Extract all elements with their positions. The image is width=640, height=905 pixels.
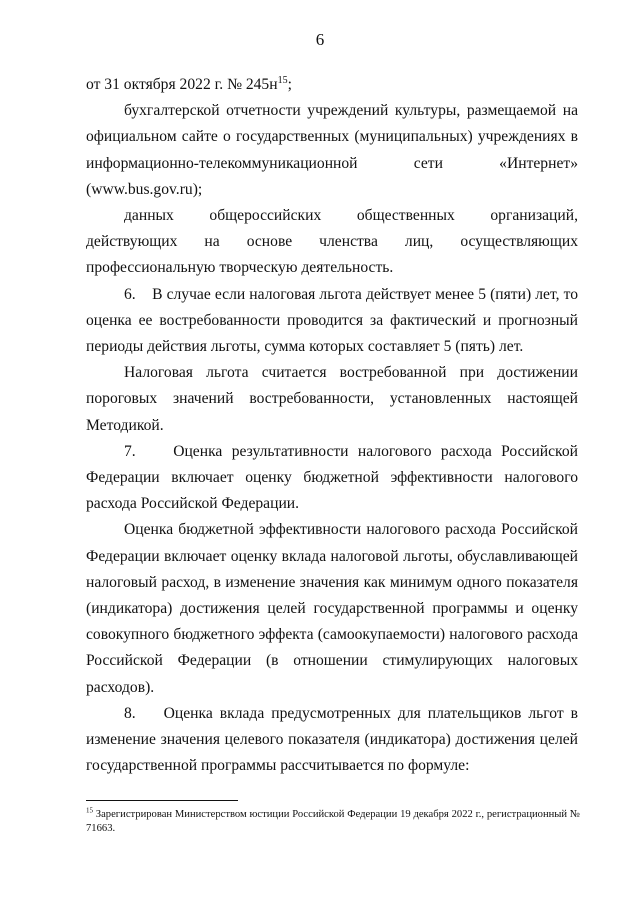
paragraph-item-8: 8. Оценка вклада предусмотренных для плательщиков льгот в изменение значения целевого показателя (индикатора) достижения целей государственной программы рассчитывается по формуле: <box>86 704 578 775</box>
paragraph-culture-reporting: бухгалтерской отчетности учреждений культуры, размещаемой на официальном сайте о государственных (муниципальных) учреждениях в информационно-телекоммуникационной сети «Интернет» (www.bus.gov.ru); <box>86 102 578 198</box>
paragraph-demand-threshold: Налоговая льгота считается востребованной при достижении пороговых значений востребованности, установленных настоящей Методикой. <box>86 364 578 434</box>
footnote <box>86 808 580 836</box>
footnote-text: Зарегистрирован Министерством юстиции Российской Федерации 19 декабря 2022 г., регистрационный № 71663. <box>86 809 580 834</box>
footnote-marker: 15 <box>277 74 288 86</box>
footnote-number: 15 <box>86 806 93 815</box>
paragraph-order-reference <box>86 72 578 98</box>
document-body <box>86 72 578 779</box>
paragraph-public-organizations: данных общероссийских общественных организаций, действующих на основе членства лиц, осуществляющих профессиональную творческую деятельность. <box>86 207 578 277</box>
paragraph-item-7: 7. Оценка результативности налогового расхода Российской Федерации включает оценку бюджетной эффективности налогового расхода Российской Федерации. <box>86 442 578 513</box>
paragraph-text: от 31 октября 2022 г. № 245н <box>86 76 278 93</box>
paragraph-tail: ; <box>287 76 292 93</box>
paragraph-budget-efficiency: Оценка бюджетной эффективности налогового расхода Российской Федерации включает оценку вклада налоговой льготы, обуславливающей налоговый расход, в изменение значения как минимум одного показателя (индикатора) достижения целей государственной программы и оценку совокупного бюджетного эффекта (самоокупаемости) налогового расхода Российской Федерации (в отношении стимулирующих налоговых расходов). <box>86 521 578 696</box>
footnote-divider <box>86 800 238 801</box>
paragraph-item-6: 6. В случае если налоговая льгота действует менее 5 (пяти) лет, то оценка ее востребованности проводится за фактический и прогнозный периоды действия льготы, сумма которых составляет 5 (пять) лет. <box>86 285 578 356</box>
page-number: 6 <box>315 30 325 49</box>
